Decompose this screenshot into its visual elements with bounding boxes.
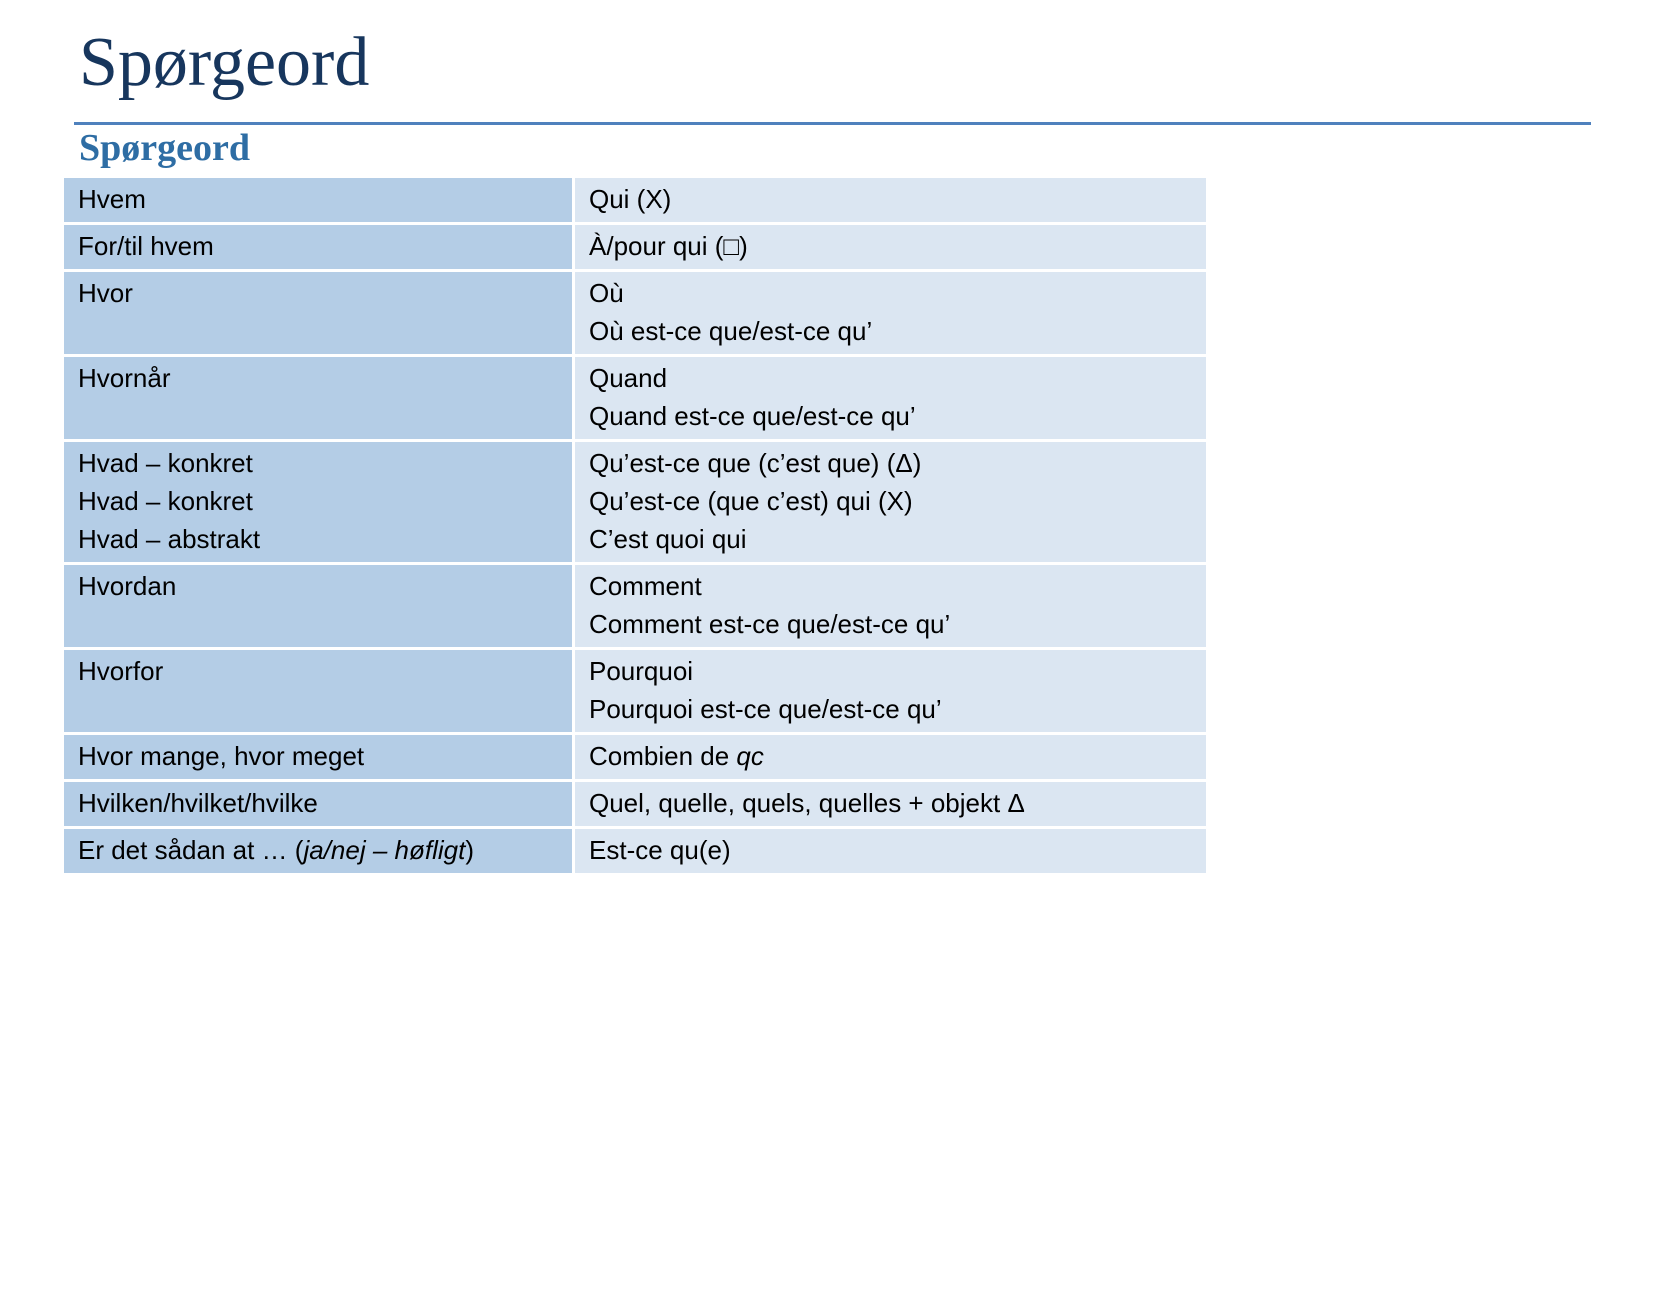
page-title: Spørgeord (79, 24, 370, 101)
danish-term-suffix: ) (465, 835, 474, 865)
french-term: Qu’est-ce (que c’est) qui (X) (589, 486, 913, 516)
french-term: Est-ce qu(e) (589, 835, 731, 865)
french-term: Quand (589, 363, 668, 393)
french-term: Qui (X) (589, 184, 672, 214)
french-term: Comment est-ce que/est-ce qu’ (589, 609, 951, 639)
table-row (64, 224, 1206, 271)
french-cell (574, 649, 1207, 734)
danish-term: Hvad – abstrakt (78, 524, 261, 554)
danish-term-text: Er det sådan at … ( (78, 835, 304, 865)
french-cell (574, 734, 1207, 781)
table-row (64, 734, 1206, 781)
title-underline-rule (74, 122, 1591, 125)
danish-term: Hvem (78, 184, 146, 214)
french-term: Où est-ce que/est-ce qu’ (589, 316, 873, 346)
french-term: Quand est-ce que/est-ce qu’ (589, 401, 916, 431)
danish-term: Hvor mange, hvor meget (78, 741, 365, 771)
table-row (64, 271, 1206, 356)
french-cell (574, 781, 1207, 828)
table-row (64, 564, 1206, 649)
section-heading: Spørgeord (79, 127, 250, 169)
french-term: Pourquoi est-ce que/est-ce qu’ (589, 694, 942, 724)
danish-term: Hvilken/hvilket/hvilke (78, 788, 318, 818)
danish-cell (64, 734, 574, 781)
table-row (64, 649, 1206, 734)
french-cell (574, 564, 1207, 649)
french-term-italic: qc (736, 741, 764, 771)
danish-cell (64, 649, 574, 734)
danish-cell (64, 224, 574, 271)
danish-cell (64, 781, 574, 828)
french-cell (574, 356, 1207, 441)
danish-term: Hvad – konkret (78, 486, 253, 516)
french-cell (574, 271, 1207, 356)
danish-term: Hvornår (78, 363, 171, 393)
table-row (64, 781, 1206, 828)
french-term: Comment (589, 571, 702, 601)
danish-term-italic: ja/nej – høfligt (303, 835, 466, 865)
french-term: À/pour qui (□) (589, 231, 748, 261)
danish-term: For/til hvem (78, 231, 214, 261)
danish-cell (64, 828, 574, 875)
danish-term: Hvad – konkret (78, 448, 253, 478)
french-term: Où (589, 278, 624, 308)
danish-cell (64, 356, 574, 441)
french-term: Pourquoi (589, 656, 694, 686)
danish-term (78, 831, 558, 869)
table-row (64, 441, 1206, 564)
danish-term: Hvor (78, 278, 133, 308)
danish-term: Hvorfor (78, 656, 164, 686)
table-row (64, 828, 1206, 875)
french-term (589, 737, 1192, 775)
table-row (64, 178, 1206, 224)
table-row (64, 356, 1206, 441)
french-cell (574, 224, 1207, 271)
french-term-text: Combien de (589, 741, 737, 771)
french-term: Qu’est-ce que (c’est que) (Δ) (589, 448, 922, 478)
danish-cell (64, 178, 574, 224)
french-cell (574, 441, 1207, 564)
danish-cell (64, 564, 574, 649)
vocabulary-table (64, 178, 1206, 876)
danish-term: Hvordan (78, 571, 177, 601)
danish-cell (64, 271, 574, 356)
french-term: C’est quoi qui (589, 524, 747, 554)
french-cell (574, 178, 1207, 224)
danish-cell (64, 441, 574, 564)
french-term: Quel, quelle, quels, quelles + objekt Δ (589, 788, 1025, 818)
french-cell (574, 828, 1207, 875)
